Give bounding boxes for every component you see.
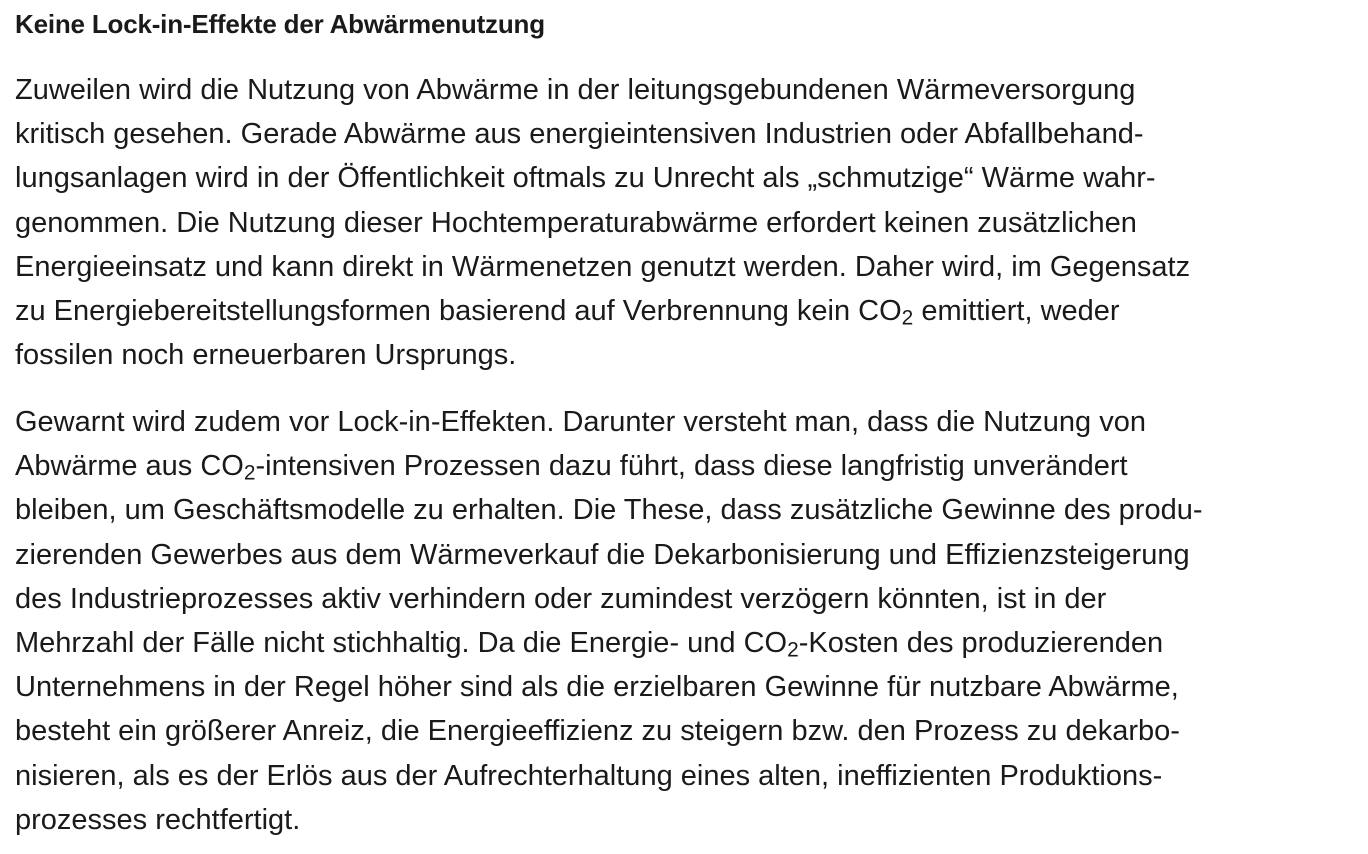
text-line-co2: [15, 289, 1190, 333]
text-line-co2: [15, 444, 1203, 488]
text-line: Zuweilen wird die Nutzung von Abwärme in der leitungsgebundenen Wärmeversorgung: [15, 74, 1136, 106]
text-line: prozesses rechtfertigt.: [15, 803, 301, 836]
text-segment: Abwärme aus CO: [15, 450, 244, 483]
text-line: kritisch gesehen. Gerade Abwärme aus energieintensiven Industrien oder Abfallbehand-: [15, 118, 1144, 151]
text-segment: Mehrzahl der Fälle nicht stichhaltig. Da die Energie- und CO: [15, 626, 788, 659]
text-segment: zu Energiebereitstellungsformen basierend auf Verbrennung kein CO: [15, 294, 902, 327]
subscript: 2: [243, 461, 256, 485]
subscript: 2: [901, 306, 914, 330]
text-segment: emittiert, weder: [913, 294, 1120, 327]
text-segment: -intensiven Prozessen dazu führt, dass diese langfristig unverändert: [255, 450, 1128, 483]
paragraph-lock-in-effects: [15, 400, 1203, 842]
subscript: 2: [787, 638, 799, 662]
text-line: zierenden Gewerbes aus dem Wärmeverkauf die Dekarbonisierung und Effizienzsteigerung: [15, 538, 1190, 571]
text-line: Unternehmens in der Regel höher sind als die erzielbaren Gewinne für nutzbare Abwärme,: [15, 671, 1179, 704]
text-line: lungsanlagen wird in der Öffentlichkeit oftmals zu Unrecht als „schmutzige“ Wärme wahr-: [15, 162, 1156, 195]
text-line: fossilen noch erneuerbaren Ursprungs.: [15, 339, 517, 372]
text-line: besteht ein größerer Anreiz, die Energieeffizienz zu steigern bzw. den Prozess zu dekarbo-: [15, 715, 1180, 748]
text-segment: -Kosten des produzierenden: [798, 626, 1164, 659]
text-line-co2: [15, 621, 1203, 665]
text-line: nisieren, als es der Erlös aus der Aufrechterhaltung eines alten, ineffizienten Produktions-: [15, 759, 1163, 792]
text-line: Gewarnt wird zudem vor Lock-in-Effekten. Darunter versteht man, dass die Nutzung von: [15, 406, 1146, 438]
text-line: Energieeinsatz und kann direkt in Wärmenetzen genutzt werden. Daher wird, im Gegensatz: [15, 250, 1191, 283]
text-line: genommen. Die Nutzung dieser Hochtemperaturabwärme erfordert keinen zusätzlichen: [15, 206, 1137, 239]
section-heading: Keine Lock-in-Effekte der Abwärmenutzung: [15, 9, 545, 39]
text-line: bleiben, um Geschäftsmodelle zu erhalten. Die These, dass zusätzliche Gewinne des produ-: [15, 494, 1203, 527]
text-line: des Industrieprozesses aktiv verhindern oder zumindest verzögern könnten, ist in der: [15, 582, 1107, 615]
paragraph-waste-heat-perception: [15, 68, 1190, 377]
